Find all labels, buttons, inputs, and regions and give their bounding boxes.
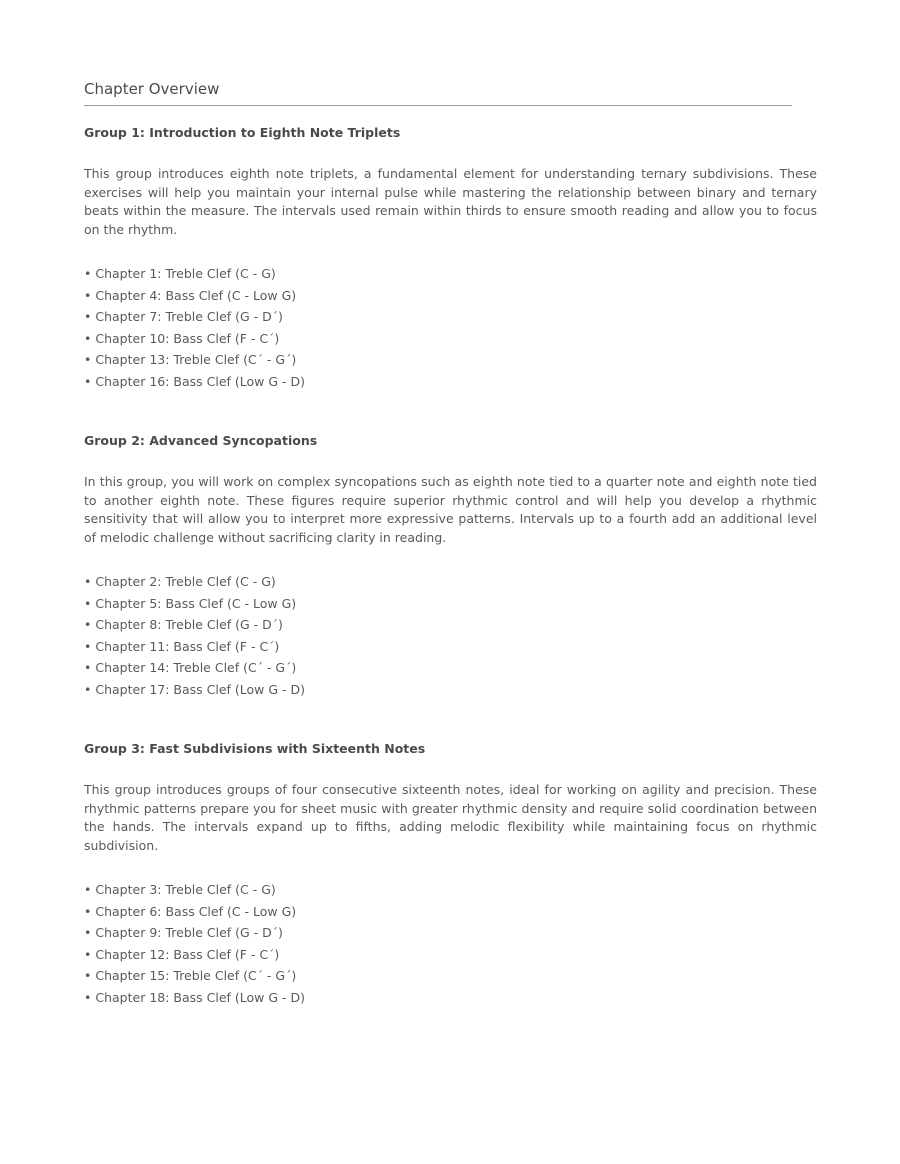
list-item — [84, 306, 817, 328]
list-item — [84, 371, 817, 393]
chapter-label: Chapter 13: Treble Clef (C´ - G´) — [95, 352, 297, 368]
list-item — [84, 571, 817, 593]
list-item — [84, 328, 817, 350]
group-heading: Group 3: Fast Subdivisions with Sixteenth Notes — [84, 741, 426, 756]
list-item — [84, 657, 817, 679]
bullet-icon: • — [84, 330, 92, 346]
list-item — [84, 593, 817, 615]
chapter-label: Chapter 7: Treble Clef (G - D´) — [95, 309, 283, 325]
chapter-label: Chapter 10: Bass Clef (F - C´) — [95, 330, 280, 346]
bullet-icon: • — [84, 595, 92, 611]
bullet-icon: • — [84, 681, 92, 697]
bullet-icon: • — [84, 660, 92, 676]
chapter-label: Chapter 12: Bass Clef (F - C´) — [95, 946, 280, 962]
bullet-icon: • — [84, 968, 92, 984]
bullet-icon: • — [84, 574, 92, 589]
page-title: Chapter Overview — [84, 80, 220, 98]
chapter-label: Chapter 16: Bass Clef (Low G - D) — [95, 373, 306, 389]
list-item — [84, 349, 817, 371]
chapter-label: Chapter 4: Bass Clef (C - Low G) — [95, 287, 297, 303]
chapter-label: Chapter 14: Treble Clef (C´ - G´) — [95, 660, 297, 676]
bullet-icon: • — [84, 925, 92, 941]
bullet-icon: • — [84, 882, 92, 897]
chapter-label: Chapter 6: Bass Clef (C - Low G) — [95, 903, 297, 919]
chapter-label: Chapter 15: Treble Clef (C´ - G´) — [95, 968, 297, 984]
group-description: In this group, you will work on complex syncopations such as eighth note tied to a quarter note and eighth note tied to another eighth note. These figures require superior rhythmic control and will help you develop a rhythmic sensitivity that will allow you to interpret more expressive patterns. Intervals up to a fourth add an additional level of melodic challenge without sacrificing clarity in reading. — [84, 474, 817, 545]
chapter-label: Chapter 11: Bass Clef (F - C´) — [95, 638, 280, 654]
chapter-list — [84, 571, 817, 701]
chapter-list — [84, 263, 817, 393]
group-section-1 — [84, 124, 817, 393]
chapter-list — [84, 879, 817, 1009]
chapter-label: Chapter 9: Treble Clef (G - D´) — [95, 925, 283, 941]
bullet-icon: • — [84, 903, 92, 919]
chapter-label: Chapter 3: Treble Clef (C - G) — [95, 882, 276, 897]
bullet-icon: • — [84, 352, 92, 368]
list-item — [84, 679, 817, 701]
list-item — [84, 879, 817, 901]
group-section-2 — [84, 432, 817, 701]
list-item — [84, 965, 817, 987]
chapter-label: Chapter 1: Treble Clef (C - G) — [95, 266, 276, 281]
list-item — [84, 263, 817, 285]
list-item — [84, 922, 817, 944]
bullet-icon: • — [84, 617, 92, 633]
group-heading: Group 2: Advanced Syncopations — [84, 433, 318, 448]
chapter-label: Chapter 18: Bass Clef (Low G - D) — [95, 989, 306, 1005]
list-item — [84, 944, 817, 966]
bullet-icon: • — [84, 373, 92, 389]
chapter-label: Chapter 17: Bass Clef (Low G - D) — [95, 681, 306, 697]
chapter-label: Chapter 2: Treble Clef (C - G) — [95, 574, 276, 589]
bullet-icon: • — [84, 638, 92, 654]
list-item — [84, 987, 817, 1009]
list-item — [84, 636, 817, 658]
bullet-icon: • — [84, 287, 92, 303]
chapter-label: Chapter 8: Treble Clef (G - D´) — [95, 617, 283, 633]
title-divider — [84, 105, 792, 106]
bullet-icon: • — [84, 309, 92, 325]
group-description: This group introduces groups of four consecutive sixteenth notes, ideal for working on agility and precision. These rhythmic patterns prepare you for sheet music with greater rhythmic density and require solid coordination between the hands. The intervals expand up to fifths, adding melodic flexibility while maintaining focus on rhythmic subdivision. — [84, 782, 817, 853]
bullet-icon: • — [84, 989, 92, 1005]
list-item — [84, 614, 817, 636]
list-item — [84, 285, 817, 307]
group-heading: Group 1: Introduction to Eighth Note Triplets — [84, 125, 401, 140]
list-item — [84, 901, 817, 923]
chapter-label: Chapter 5: Bass Clef (C - Low G) — [95, 595, 297, 611]
bullet-icon: • — [84, 946, 92, 962]
group-section-3 — [84, 740, 817, 1009]
group-description: This group introduces eighth note triplets, a fundamental element for understanding ternary subdivisions. These exercises will help you maintain your internal pulse while mastering the relationship between binary and ternary beats within the measure. The intervals used remain within thirds to ensure smooth reading and allow you to focus on the rhythm. — [84, 166, 817, 237]
bullet-icon: • — [84, 266, 92, 281]
